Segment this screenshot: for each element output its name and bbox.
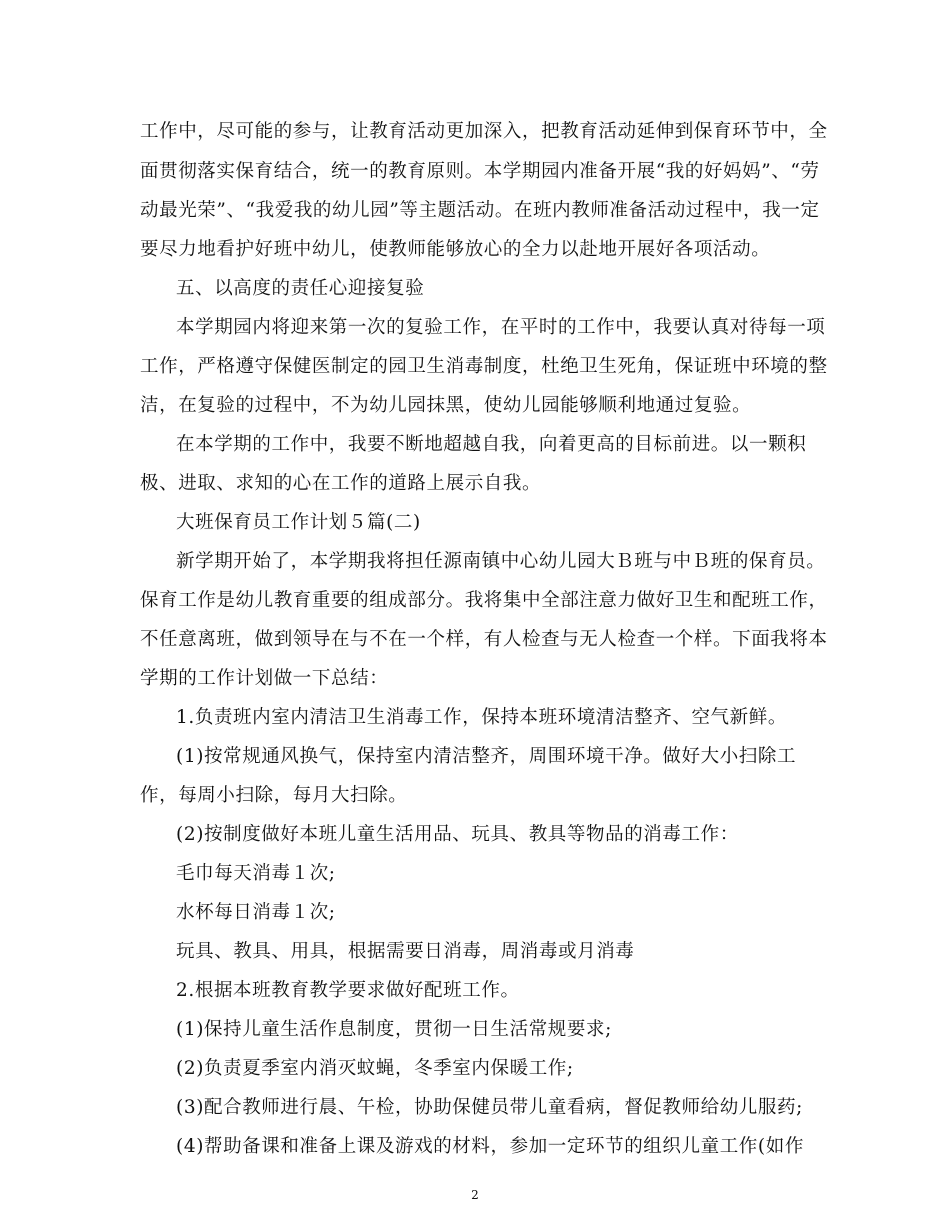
list-item: (2)负责夏季室内消灭蚊蝇，冬季室内保暖工作; [176,1058,574,1079]
list-item: 1.负责班内室内清洁卫生消毒工作，保持本班环境清洁整齐、空气新鲜。 [176,707,787,728]
page-number: 2 [471,1188,479,1202]
list-item: 玩具、教具、用具，根据需要日消毒，周消毒或月消毒 [176,941,635,962]
list-item: 毛巾每天消毒１次; [176,863,336,884]
list-item: (4)帮助备课和准备上课及游戏的材料，参加一定环节的组织儿童工作(如作 [176,1136,804,1157]
text-line: 作，每周小扫除，每月大扫除。 [140,785,408,806]
text-line: 在本学期的工作中，我要不断地超越自我，向着更高的目标前进。以一颗积 [176,434,807,455]
list-item: (2)按制度做好本班儿童生活用品、玩具、教具等物品的消毒工作： [176,824,739,845]
text-line: 工作中，尽可能的参与，让教育活动更加深入，把教育活动延伸到保育环节中，全 [140,121,828,142]
list-item: (1)保持儿童生活作息制度，贯彻一日生活常规要求; [176,1019,612,1040]
list-item: (3)配合教师进行晨、午检，协助保健员带儿童看病，督促教师给幼儿服药; [176,1097,803,1118]
text-line: 不任意离班，做到领导在与不在一个样，有人检查与无人检查一个样。下面我将本 [140,629,828,650]
section-heading: 大班保育员工作计划５篇(二) [176,512,421,533]
section-heading: 五、以高度的责任心迎接复验 [176,278,425,299]
text-line: 要尽力地看护好班中幼儿，使教师能够放心的全力以赴地开展好各项活动。 [140,239,771,260]
list-item: 水杯每日消毒１次; [176,902,336,923]
text-line: 本学期园内将迎来第一次的复验工作，在平时的工作中，我要认真对待每一项 [176,317,826,338]
list-item: (1)按常规通风换气，保持室内清洁整齐，周围环境干净。做好大小扫除工 [176,746,797,767]
text-line: 极、进取、求知的心在工作的道路上展示自我。 [140,473,542,494]
text-line: 工作，严格遵守保健医制定的园卫生消毒制度，杜绝卫生死角，保证班中环境的整 [140,356,828,377]
text-line: 面贯彻落实保育结合，统一的教育原则。本学期园内准备开展“我的好妈妈”、“劳 [140,161,820,182]
text-line: 洁，在复验的过程中，不为幼儿园抹黑，使幼儿园能够顺利地通过复验。 [140,395,752,416]
text-line: 动最光荣”、“我爱我的幼儿园”等主题活动。在班内教师准备活动过程中，我一定 [140,200,820,221]
list-item: 2.根据本班教育教学要求做好配班工作。 [176,980,520,1001]
text-line: 保育工作是幼儿教育重要的组成部分。我将集中全部注意力做好卫生和配班工作， [140,590,828,611]
text-line: 新学期开始了，本学期我将担任源南镇中心幼儿园大Ｂ班与中Ｂ班的保育员。 [176,551,826,572]
text-line: 学期的工作计划做一下总结： [140,668,389,689]
